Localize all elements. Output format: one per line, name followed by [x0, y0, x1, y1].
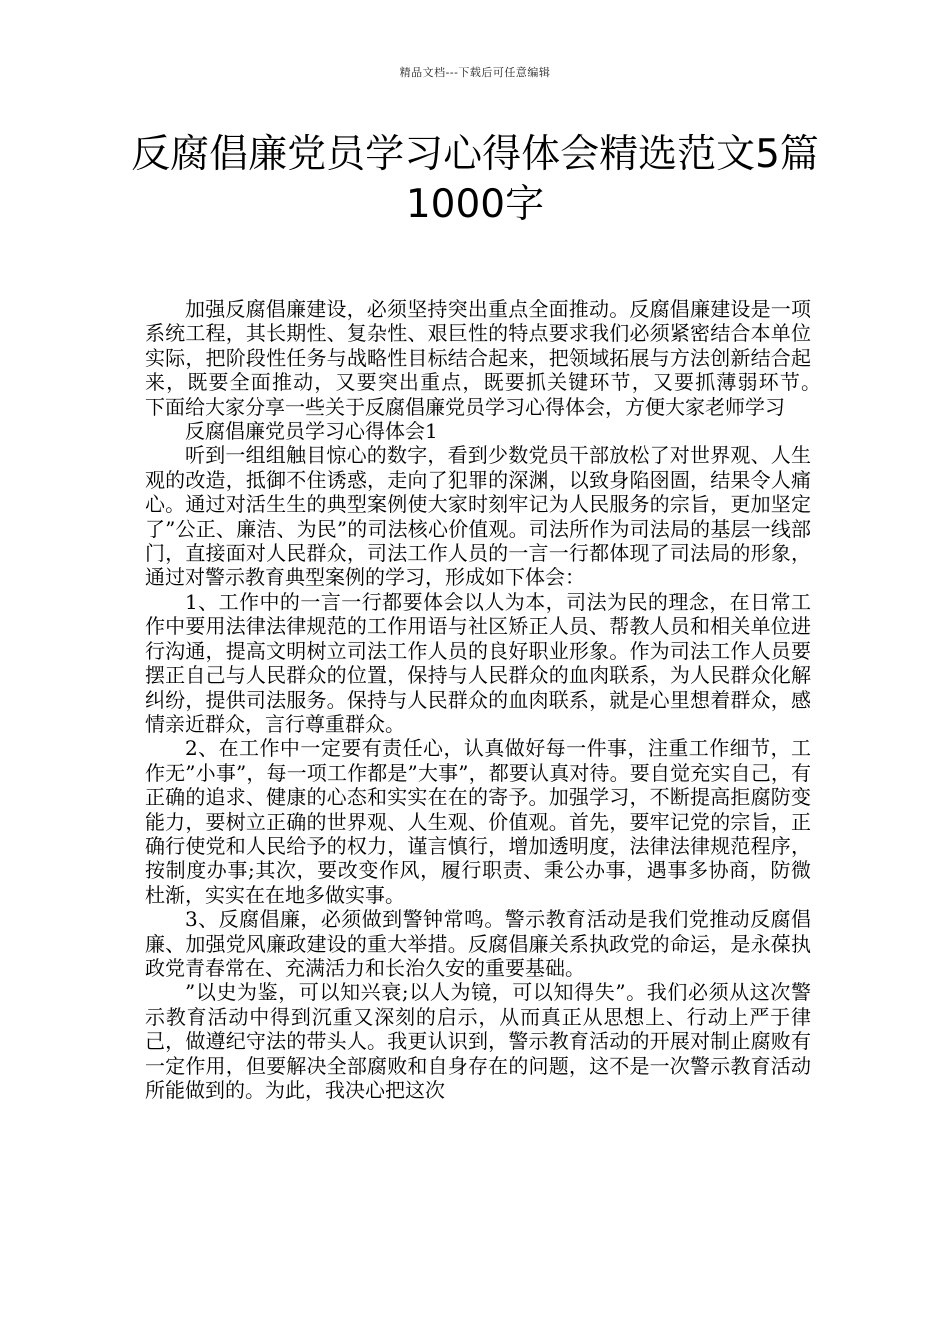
document-body [145, 297, 831, 1102]
body-paragraph: ”以史为鉴，可以知兴衰;以人为镜，可以知得失”。我们必须从这次警示教育活动中得到沉重又深刻的启示，从而真正从思想上、行动上严于律己，做遵纪守法的带头人。我更认识到，警示教育活动的开展对制止腐败有一定作用，但要解决全部腐败和自身存在的问题，这不是一次警示教育活动所能做到的。为此，我决心把这次 [145, 980, 811, 1102]
body-paragraph: 3、反腐倡廉，必须做到警钟常鸣。警示教育活动是我们党推动反腐倡廉、加强党风廉政建设的重大举措。反腐倡廉关系执政党的命运，是永葆执政党青春常在、充满活力和长治久安的重要基础。 [145, 907, 811, 980]
section-heading: 反腐倡廉党员学习心得体会1 [185, 419, 438, 444]
intro-paragraph: 加强反腐倡廉建设，必须坚持突出重点全面推动。反腐倡廉建设是一项系统工程，其长期性、复杂性、艰巨性的特点要求我们必须紧密结合本单位实际，把阶段性任务与战略性目标结合起来，把领域拓展与方法创新结合起来，既要全面推动，又要突出重点，既要抓关键环节，又要抓薄弱环节。 下面给大家分享一些关于反腐倡廉党员学习心得体会，方便大家老师学习 [145, 297, 831, 419]
document-title: 反腐倡廉党员学习心得体会精选范文5篇1000字 [131, 132, 819, 227]
header-note: 精品文档---下载后可任意编辑 [399, 66, 551, 79]
body-paragraph: 2、在工作中一定要有责任心，认真做好每一件事，注重工作细节，工作无”小事”，每一项工作都是”大事”，都要认真对待。要自觉充实自己，有正确的追求、健康的心态和实实在在的寄予。加强学习，不断提高拒腐防变能力，要树立正确的世界观、人生观、价值观。首先，要牢记党的宗旨，正确行使党和人民给予的权力，谨言慎行，增加透明度，法律法律规范程序，按制度办事;其次，要改变作风，履行职责、秉公办事，遇事多协商，防微杜渐，实实在在地多做实事。 [145, 736, 811, 907]
body-paragraph: 1、工作中的一言一行都要体会以人为本，司法为民的理念，在日常工作中要用法律法律规范的工作用语与社区矫正人员、帮教人员和相关单位进行沟通，提高文明树立司法工作人员的良好职业形象。作为司法工作人员要摆正自己与人民群众的位置，保持与人民群众的血肉联系，为人民群众化解纠纷，提供司法服务。保持与人民群众的血肉联系，就是心里想着群众，感情亲近群众，言行尊重群众。 [145, 589, 811, 736]
body-paragraph: 听到一组组触目惊心的数字，看到少数党员干部放松了对世界观、人生观的改造，抵御不住诱惑，走向了犯罪的深渊，以致身陷囹圄，结果令人痛心。通过对活生生的典型案例使大家时刻牢记为人民服务的宗旨，更加坚定了”公正、廉洁、为民”的司法核心价值观。司法所作为司法局的基层一线部门，直接面对人民群众，司法工作人员的一言一行都体现了司法局的形象，通过对警示教育典型案例的学习，形成如下体会： [145, 443, 811, 590]
